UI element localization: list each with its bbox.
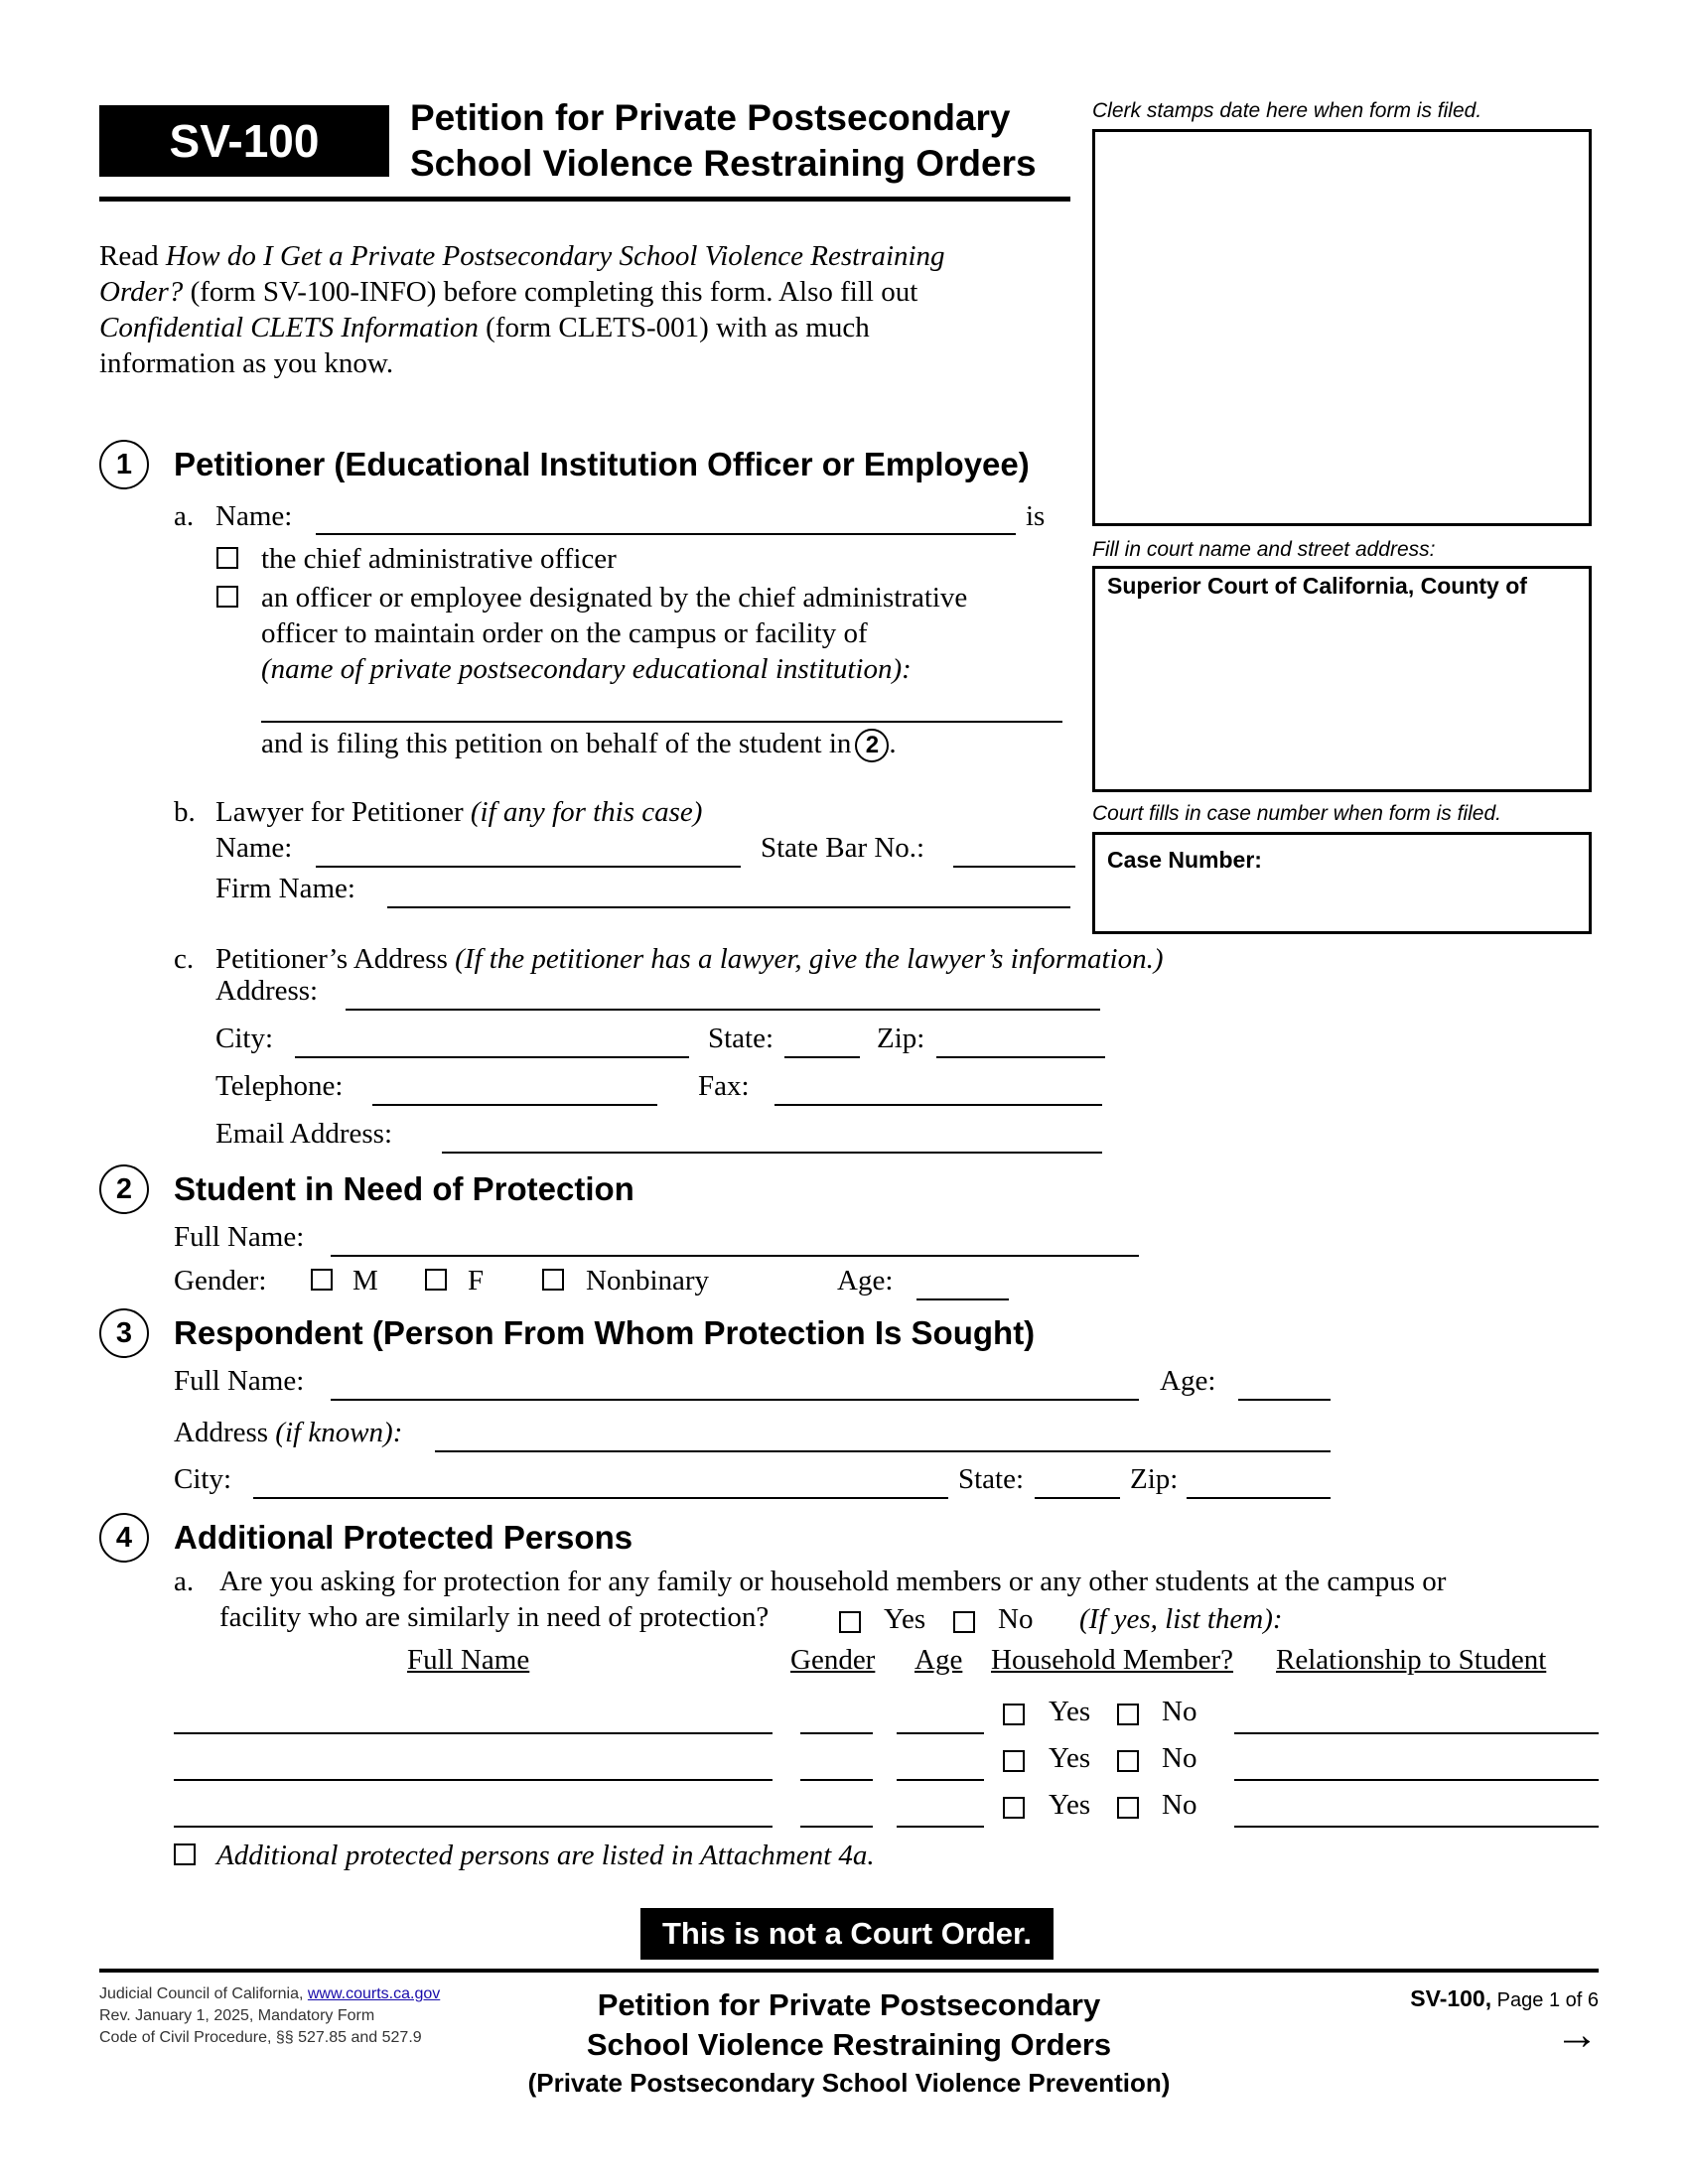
telephone-label: Telephone:	[215, 1070, 344, 1102]
s1a-name-label: Name:	[215, 500, 293, 532]
col-gender: Gender	[790, 1644, 876, 1676]
row3-gender-field[interactable]	[800, 1826, 873, 1828]
court-name-text: Superior Court of California, County of	[1107, 573, 1527, 599]
state-field[interactable]	[784, 1056, 860, 1058]
zip-label: Zip:	[877, 1023, 925, 1054]
next-page-arrow-icon: →	[1555, 2010, 1599, 2059]
row3-age-field[interactable]	[897, 1826, 984, 1828]
row1-name-field[interactable]	[174, 1732, 773, 1734]
respondent-name-field[interactable]	[331, 1399, 1139, 1401]
chief-officer-label: the chief administrative officer	[261, 543, 617, 575]
lawyer-name-field[interactable]	[316, 866, 741, 868]
respondent-age-field[interactable]	[1238, 1399, 1331, 1401]
gender-label: Gender:	[174, 1265, 267, 1297]
respondent-state-label: State:	[958, 1463, 1025, 1495]
intro-paragraph: Read How do I Get a Private Postsecondary School Violence Restraining Order? (form SV-100-INFO) before completing this form. Also fill out Confidential CLETS Information (form CLETS-001) with as much information as you know.	[99, 240, 945, 379]
row2-yes-checkbox[interactable]	[1003, 1750, 1025, 1772]
zip-field[interactable]	[936, 1056, 1105, 1058]
respondent-city-field[interactable]	[253, 1497, 948, 1499]
s1a-is: is	[1026, 500, 1046, 532]
form-title-line2: School Violence Restraining Orders	[410, 143, 1037, 184]
col-relationship: Relationship to Student	[1276, 1644, 1547, 1676]
row2-age-field[interactable]	[897, 1779, 984, 1781]
student-name-field[interactable]	[331, 1255, 1139, 1257]
s1a-letter: a.	[174, 500, 195, 532]
s1b-title: Lawyer for Petitioner (if any for this case)	[215, 796, 703, 828]
s4a-no-checkbox[interactable]	[953, 1611, 975, 1633]
row2-gender-field[interactable]	[800, 1779, 873, 1781]
footer-rev: Rev. January 1, 2025, Mandatory Form	[99, 2007, 375, 2024]
respondent-zip-field[interactable]	[1187, 1497, 1331, 1499]
row2-yes-label: Yes	[1049, 1742, 1091, 1774]
filing-on-behalf-text: and is filing this petition on behalf of the student in 2 .	[261, 726, 897, 762]
s4a-no-label: No	[998, 1603, 1034, 1635]
col-full-name: Full Name	[407, 1644, 530, 1676]
address-field[interactable]	[346, 1009, 1100, 1011]
row1-age-field[interactable]	[897, 1732, 984, 1734]
court-name-label: Fill in court name and street address:	[1092, 538, 1436, 561]
footer-rule	[99, 1969, 1599, 1973]
state-bar-label: State Bar No.:	[761, 832, 925, 864]
footer-left: Judicial Council of California, www.courts.ca.gov Rev. January 1, 2025, Mandatory Form Code of Civil Procedure, §§ 527.85 and 527.9	[99, 1983, 440, 2049]
section-4-title: Additional Protected Persons	[174, 1519, 633, 1556]
gender-m-checkbox[interactable]	[311, 1269, 333, 1291]
row2-no-label: No	[1162, 1742, 1197, 1774]
row2-no-checkbox[interactable]	[1117, 1750, 1139, 1772]
section-1-title: Petitioner (Educational Institution Officer or Employee)	[174, 446, 1030, 482]
student-age-field[interactable]	[916, 1298, 1009, 1300]
clerk-stamp-box	[1092, 129, 1592, 526]
s1c-title: Petitioner’s Address (If the petitioner has a lawyer, give the lawyer’s information.)	[215, 943, 1164, 975]
row3-relationship-field[interactable]	[1234, 1826, 1599, 1828]
telephone-field[interactable]	[372, 1104, 657, 1106]
row2-name-field[interactable]	[174, 1779, 773, 1781]
row3-yes-label: Yes	[1049, 1789, 1091, 1821]
row1-yes-label: Yes	[1049, 1696, 1091, 1727]
email-field[interactable]	[442, 1152, 1102, 1154]
chief-officer-checkbox[interactable]	[216, 547, 238, 569]
respondent-age-label: Age:	[1160, 1365, 1216, 1397]
s1b-letter: b.	[174, 796, 196, 828]
footer-form-code: SV-100,	[1410, 1985, 1492, 2011]
attachment-4a-label: Additional protected persons are listed in Attachment 4a.	[216, 1840, 875, 1871]
clerk-stamp-label: Clerk stamps date here when form is filed.	[1092, 99, 1482, 122]
row1-no-label: No	[1162, 1696, 1197, 1727]
row1-relationship-field[interactable]	[1234, 1732, 1599, 1734]
respondent-name-label: Full Name:	[174, 1365, 305, 1397]
s4a-question-line1: Are you asking for protection for any family or household members or any other students at the campus or	[219, 1566, 1447, 1597]
s4a-yes-checkbox[interactable]	[839, 1611, 861, 1633]
info-form-title: How do I Get a Private Postsecondary School Violence Restraining	[165, 240, 945, 272]
row2-relationship-field[interactable]	[1234, 1779, 1599, 1781]
s4a-letter: a.	[174, 1566, 195, 1597]
gender-f-checkbox[interactable]	[425, 1269, 447, 1291]
courts-url-link[interactable]: www.courts.ca.gov	[307, 1985, 441, 2002]
firm-name-field[interactable]	[387, 906, 1070, 908]
city-field[interactable]	[295, 1056, 689, 1058]
gender-nonbinary-label: Nonbinary	[586, 1265, 710, 1297]
lawyer-name-label: Name:	[215, 832, 293, 864]
section-2-reference: 2	[855, 729, 889, 762]
section-2-title: Student in Need of Protection	[174, 1170, 634, 1207]
row3-yes-checkbox[interactable]	[1003, 1797, 1025, 1819]
row3-name-field[interactable]	[174, 1826, 773, 1828]
fax-label: Fax:	[698, 1070, 750, 1102]
designated-officer-label: an officer or employee designated by the chief administrative officer to maintain order on the campus or facility of (name of private postsecondary educational institution):	[261, 582, 968, 685]
s4a-yes-label: Yes	[884, 1603, 926, 1635]
section-4-number: 4	[99, 1513, 149, 1563]
form-title	[410, 95, 1037, 187]
s1c-letter: c.	[174, 943, 195, 975]
row1-yes-checkbox[interactable]	[1003, 1704, 1025, 1725]
fax-field[interactable]	[774, 1104, 1102, 1106]
firm-name-label: Firm Name:	[215, 873, 355, 904]
respondent-address-field[interactable]	[435, 1450, 1331, 1452]
row3-no-label: No	[1162, 1789, 1197, 1821]
footer-code: Code of Civil Procedure, §§ 527.85 and 527.9	[99, 2029, 422, 2046]
respondent-state-field[interactable]	[1035, 1497, 1120, 1499]
row1-gender-field[interactable]	[800, 1732, 873, 1734]
state-label: State:	[708, 1023, 774, 1054]
case-number-label: Court fills in case number when form is filed.	[1092, 802, 1501, 825]
court-name-box[interactable]	[1092, 566, 1592, 792]
col-age: Age	[914, 1644, 963, 1676]
not-court-order-badge	[640, 1908, 1054, 1960]
s4a-question-line2: facility who are similarly in need of protection?	[219, 1601, 770, 1633]
col-household-member: Household Member?	[991, 1644, 1234, 1676]
form-code: SV-100	[169, 115, 320, 167]
respondent-city-label: City:	[174, 1463, 232, 1495]
row3-no-checkbox[interactable]	[1117, 1797, 1139, 1819]
case-number-box[interactable]	[1092, 832, 1592, 934]
row1-no-checkbox[interactable]	[1117, 1704, 1139, 1725]
respondent-address-label: Address (if known):	[174, 1417, 403, 1448]
city-label: City:	[215, 1023, 274, 1054]
institution-name-field[interactable]	[261, 721, 1062, 723]
footer-title: Petition for Private Postsecondary School Violence Restraining Orders (Private Postsecondary School Violence Prevention)	[527, 1987, 1171, 2098]
designated-officer-checkbox[interactable]	[216, 586, 238, 608]
address-label: Address:	[215, 975, 319, 1007]
section-3-title: Respondent (Person From Whom Protection Is Sought)	[174, 1314, 1036, 1351]
case-number-text: Case Number:	[1107, 847, 1262, 873]
attachment-4a-checkbox[interactable]	[174, 1843, 196, 1865]
section-2-number: 2	[99, 1164, 149, 1214]
form-code-badge	[99, 105, 389, 177]
student-age-label: Age:	[837, 1265, 894, 1297]
email-label: Email Address:	[215, 1118, 393, 1150]
gender-m-label: M	[352, 1265, 378, 1297]
clets-form-title: Confidential CLETS Information	[99, 312, 479, 343]
not-court-order-text: This is not a Court Order.	[661, 1916, 1033, 1951]
gender-f-label: F	[468, 1265, 485, 1297]
student-name-label: Full Name:	[174, 1221, 305, 1253]
state-bar-field[interactable]	[953, 866, 1075, 868]
section-3-number: 3	[99, 1308, 149, 1358]
respondent-zip-label: Zip:	[1130, 1463, 1179, 1495]
header-rule	[99, 197, 1070, 202]
gender-nonbinary-checkbox[interactable]	[542, 1269, 564, 1291]
s4a-if-yes: (If yes, list them):	[1079, 1603, 1283, 1635]
s1a-name-field[interactable]	[316, 533, 1016, 535]
footer-page-number: Page 1 of 6	[1491, 1989, 1599, 2011]
form-title-line1: Petition for Private Postsecondary	[410, 97, 1011, 138]
section-1-number: 1	[99, 440, 149, 489]
